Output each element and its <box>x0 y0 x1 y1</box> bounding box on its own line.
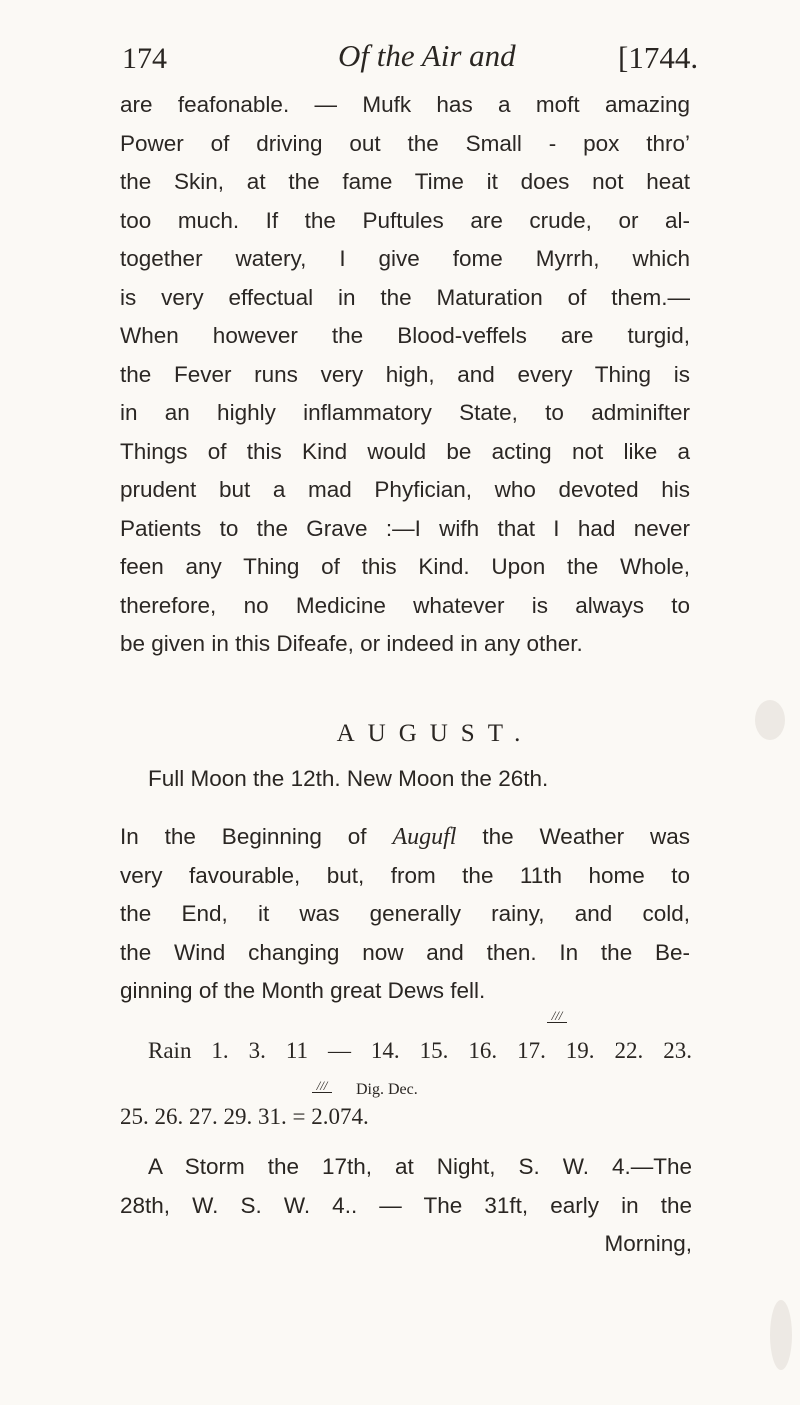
moon-phases: Full Moon the 12th. New Moon the 26th. <box>148 766 549 791</box>
header-year: [1744. <box>618 40 699 75</box>
text-line: the Wind changing now and then. In the Be- <box>120 939 690 965</box>
page-number: 174 <box>122 42 167 75</box>
rain-unit-line <box>312 1080 418 1099</box>
unit-label: Dig. Dec. <box>356 1081 418 1098</box>
running-title: Of the Air and <box>338 38 516 73</box>
text-line: Power of driving out the Small - pox thro’ <box>120 130 690 156</box>
paper-stain <box>770 1300 792 1370</box>
text-line: Patients to the Grave :—I wifh that I had never <box>120 515 690 541</box>
text-line: prudent but a mad Phyfician, who devoted his <box>120 477 690 502</box>
rain-days-line: Rain 1. 3. 11 — 14. 15. 16. 17. 19. 22. 23. <box>148 1038 692 1063</box>
rain-total-line: 25. 26. 27. 29. 31. = 2.074. <box>120 1104 369 1129</box>
text-line: A Storm the 17th, at Night, S. W. 4.—The <box>148 1154 692 1179</box>
text-line: too much. If the Puftules are crude, or al- <box>120 207 690 233</box>
text-line: the End, it was generally rainy, and cold, <box>120 901 690 926</box>
text-line: together watery, I give fome Myrrh, which <box>120 246 690 271</box>
text-line: When however the Blood-veffels are turgid, <box>120 323 690 348</box>
paragraph-musk <box>120 86 690 664</box>
text-line: 28th, W. S. W. 4.. — The 31ft, early in the <box>120 1192 692 1218</box>
text-line: the Fever runs very high, and every Thing is <box>120 361 690 387</box>
paragraph-weather <box>120 818 690 1011</box>
text-line <box>120 818 690 857</box>
text-segment: In the Beginning of <box>120 824 393 849</box>
text-line: in an highly inflammatory State, to adminifter <box>120 400 690 425</box>
text-line: Things of this Kind would be acting not like a <box>120 438 690 464</box>
text-line: ginning of the Month great Dews fell. <box>120 978 486 1003</box>
text-line: feen any Thing of this Kind. Upon the Whole, <box>120 554 690 579</box>
rain-tally-mark: /// <box>547 1010 567 1023</box>
text-segment: the Weather was <box>456 824 691 849</box>
text-line: therefore, no Medicine whatever is always to <box>120 592 690 618</box>
unit-tally-mark: /// <box>312 1080 332 1093</box>
text-line: the Skin, at the fame Time it does not heat <box>120 169 690 194</box>
paragraph-storms <box>120 1148 692 1264</box>
running-header <box>0 38 800 88</box>
text-line: is very effectual in the Maturation of them.— <box>120 284 690 310</box>
text-line: very favourable, but, from the 11th home to <box>120 862 690 888</box>
italic-month: Augufl <box>392 824 457 850</box>
text-line: be given in this Difeafe, or indeed in any other. <box>120 631 583 656</box>
text-line: Morning, <box>604 1231 692 1256</box>
text-line: are feafonable. — Mufk has a moft amazing <box>120 92 690 117</box>
section-heading-august: AUGUST. <box>336 720 534 747</box>
